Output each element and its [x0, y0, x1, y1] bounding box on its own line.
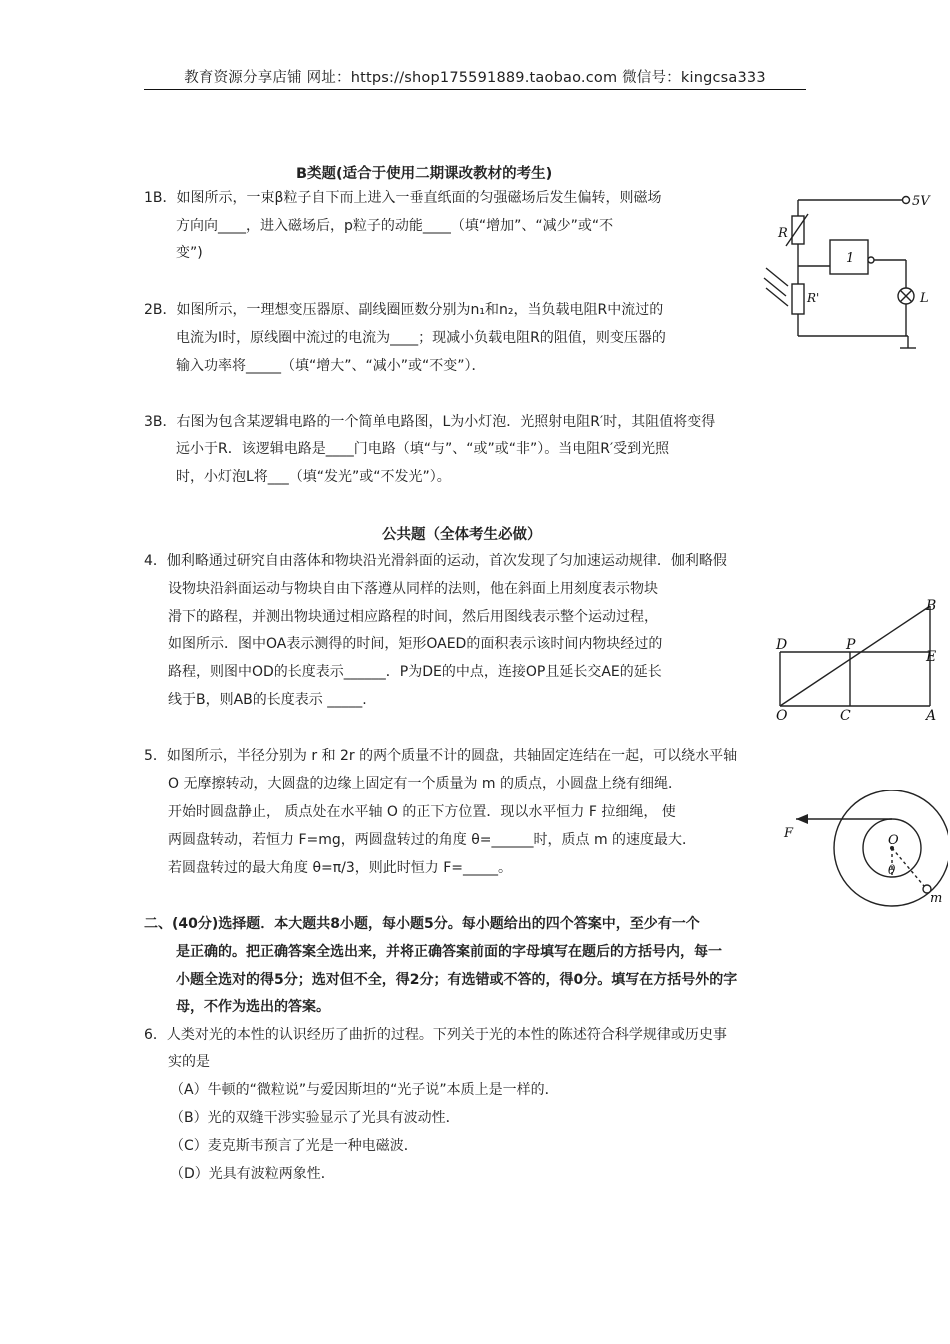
galileo-graph-figure: [770, 596, 950, 726]
part2-line-3: 小题全选对的得5分；选对但不全，得2分；有选错或不答的，得0分。填写在方括号外的字: [176, 972, 738, 988]
q1b-line-3: 变”): [176, 245, 203, 261]
page-header: 教育资源分享店铺 网址：https://shop175591889.taobao.com 微信号：kingcsa333: [184, 70, 766, 86]
section-b-title: B类题(适合于使用二期课改教材的考生): [296, 166, 553, 182]
resistor-r-label: R: [778, 226, 788, 241]
graph-label-o: O: [776, 708, 788, 724]
q5-line-3: 开始时圆盘静止， 质点处在水平轴 O 的正下方位置．现以水平恒力 F 拉细绳， 使: [168, 804, 676, 820]
q4-line-5: 路程，则图中OD的长度表示______．P为DE的中点，连接OP且延长交AE的延长: [168, 664, 662, 680]
q6-line-2: 实的是: [168, 1054, 210, 1070]
part2-line-1: 二、(40分)选择题．本大题共8小题，每小题5分。每小题给出的四个答案中，至少有一个: [144, 916, 700, 932]
force-label: F: [784, 826, 794, 841]
q6-option-c: （C）麦克斯韦预言了光是一种电磁波．: [170, 1138, 418, 1154]
graph-label-d: D: [776, 637, 788, 653]
q4-line-3: 滑下的路程，并测出物块通过相应路程的时间，然后用图线表示整个运动过程，: [168, 609, 658, 625]
resistor-r-prime-label: R': [807, 291, 820, 305]
logic-circuit-figure: [760, 186, 940, 356]
q2b-line-2: 电流为I时，原线圈中流过的电流为____；现减小负载电阻R的阻值，则变压器的: [176, 330, 666, 346]
q6-line-1: 6．人类对光的本性的认识经历了曲折的过程。下列关于光的本性的陈述符合科学规律或历史事: [144, 1027, 727, 1043]
gate-label: 1: [846, 251, 855, 266]
q4-line-6: 线于B，则AB的长度表示 _____.: [168, 692, 367, 708]
q6-option-a: （A）牛顿的“微粒说”与爱因斯坦的“光子说”本质上是一样的．: [170, 1082, 559, 1098]
q6-option-d: （D）光具有波粒两象性．: [170, 1166, 335, 1182]
graph-label-a: A: [926, 708, 937, 724]
angle-label: θ: [888, 863, 896, 877]
graph-label-b: B: [926, 598, 937, 614]
q4-line-1: 4．伽利略通过研究自由落体和物块沿光滑斜面的运动，首次发现了匀加速运动规律．伽利略假: [144, 553, 727, 569]
q5-line-2: O 无摩擦转动，大圆盘的边缘上固定有一个质量为 m 的质点，小圆盘上绕有细绳．: [168, 776, 683, 792]
q6-option-b: （B）光的双缝干涉实验显示了光具有波动性．: [170, 1110, 460, 1126]
q4-line-4: 如图所示．图中OA表示测得的时间，矩形OAED的面积表示该时间内物块经过的: [168, 636, 663, 652]
axis-label: O: [888, 833, 899, 848]
q5-line-5: 若圆盘转过的最大角度 θ=π/3，则此时恒力 F=_____。: [168, 860, 513, 876]
q3b-line-3: 时，小灯泡L将___（填“发光”或“不发光”）。: [176, 469, 451, 485]
mass-label: m: [930, 891, 943, 906]
q5-line-4: 两圆盘转动，若恒力 F=mg，两圆盘转过的角度 θ=______时，质点 m 的速度最大．: [168, 832, 697, 848]
q4-line-2: 设物块沿斜面运动与物块自由下落遵从同样的法则，他在斜面上用刻度表示物块: [168, 581, 658, 597]
disks-figure: [776, 790, 948, 920]
section-common-title: 公共题（全体考生必做）: [382, 527, 542, 543]
q5-line-1: 5．如图所示，半径分别为 r 和 2r 的两个质量不计的圆盘，共轴固定连结在一起，可以绕水平轴: [144, 748, 738, 764]
q2b-line-1: 2B．如图所示，一理想变压器原、副线圈匝数分别为n₁和n₂，当负载电阻R中流过的: [144, 302, 664, 318]
q1b-line-1: 1B．如图所示，一束β粒子自下而上进入一垂直纸面的匀强磁场后发生偏转，则磁场: [144, 190, 662, 206]
part2-line-4: 母，不作为选出的答案。: [176, 999, 330, 1015]
q1b-line-2: 方向向____，进入磁场后，p粒子的动能____（填“增加”、“减少”或“不: [176, 218, 614, 234]
q3b-line-2: 远小于R．该逻辑电路是____门电路（填“与”、“或”或“非”）。当电阻R′受到光照: [176, 441, 670, 457]
lamp-label: L: [920, 291, 929, 306]
supply-label: 5V: [912, 194, 930, 209]
graph-label-p: P: [846, 637, 856, 653]
graph-label-e: E: [926, 649, 937, 665]
q3b-line-1: 3B．右图为包含某逻辑电路的一个简单电路图，L为小灯泡．光照射电阻R′时，其阻值将变得: [144, 414, 716, 430]
graph-label-c: C: [840, 708, 851, 724]
q2b-line-3: 输入功率将_____（填“增大”、“减小”或“不变”）．: [176, 358, 486, 374]
header-divider: [144, 89, 806, 90]
part2-line-2: 是正确的。把正确答案全选出来，并将正确答案前面的字母填写在题后的方括号内，每一: [176, 944, 722, 960]
